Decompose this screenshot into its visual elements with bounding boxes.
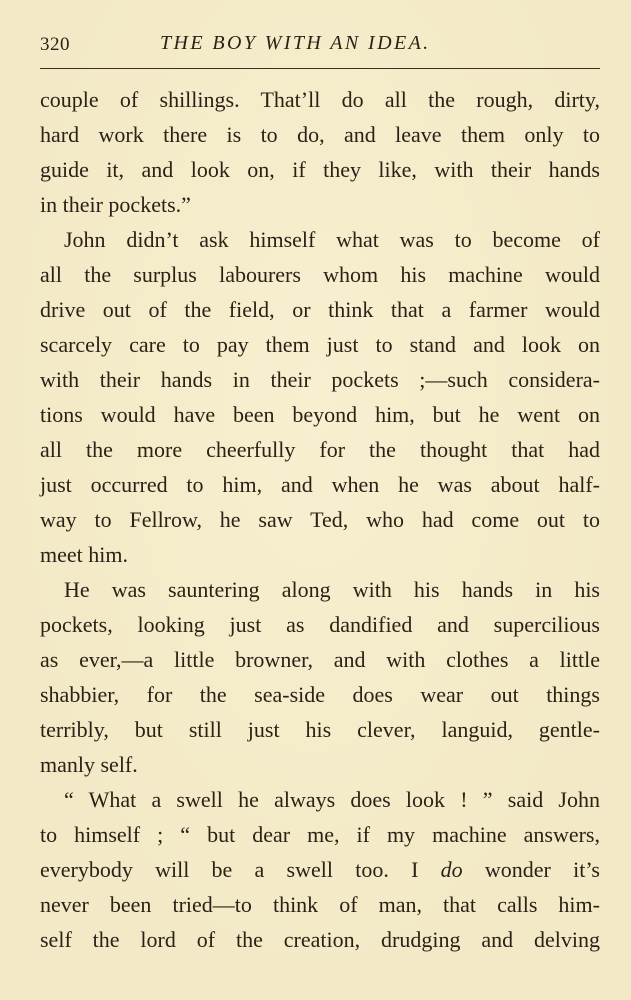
text-line: manly self. <box>40 752 138 777</box>
text-line: drive out of the field, or think that a farmer would <box>40 297 600 322</box>
text-line: terribly, but still just his clever, languid, gentle- <box>40 717 600 742</box>
page-number: 320 <box>40 34 70 55</box>
body-text <box>40 82 600 957</box>
text-line: never been tried—to think of man, that calls him- <box>40 892 600 917</box>
text-line: meet him. <box>40 542 128 567</box>
text-line: way to Fellrow, he saw Ted, who had come out to <box>40 507 600 532</box>
emphasized-word: do <box>440 857 463 882</box>
text-line: self the lord of the creation, drudging and delving <box>40 927 600 952</box>
text-line: all the more cheerfully for the thought that had <box>40 437 600 462</box>
text-line: as ever,—a little browner, and with clothes a little <box>40 647 600 672</box>
text-line: couple of shillings. That’ll do all the rough, dirty, <box>40 87 600 112</box>
text-line: “ What a swell he always does look ! ” said John <box>64 787 600 812</box>
text-line: pockets, looking just as dandified and supercilious <box>40 612 600 637</box>
text-line: tions would have been beyond him, but he went on <box>40 402 600 427</box>
text-line: to himself ; “ but dear me, if my machine answers, <box>40 822 600 847</box>
text-line: just occurred to him, and when he was about half- <box>40 472 600 497</box>
text-line: John didn’t ask himself what was to become of <box>64 227 600 252</box>
text-line: guide it, and look on, if they like, with their hands <box>40 157 600 182</box>
text-line <box>40 852 600 887</box>
text-line: all the surplus labourers whom his machine would <box>40 262 600 287</box>
text-line-segment: everybody will be a swell too. I <box>40 857 419 882</box>
text-line: with their hands in their pockets ;—such considera- <box>40 367 600 392</box>
text-line-segment: wonder it’s <box>462 857 600 882</box>
page-header <box>40 28 600 62</box>
text-line: shabbier, for the sea-side does wear out things <box>40 682 600 707</box>
text-line: hard work there is to do, and leave them only to <box>40 122 600 147</box>
text-line: in their pockets.” <box>40 192 191 217</box>
header-rule <box>40 68 600 69</box>
text-line: scarcely care to pay them just to stand and look on <box>40 332 600 357</box>
running-title: THE BOY WITH AN IDEA. <box>160 32 431 54</box>
text-line: He was sauntering along with his hands in his <box>64 577 600 602</box>
